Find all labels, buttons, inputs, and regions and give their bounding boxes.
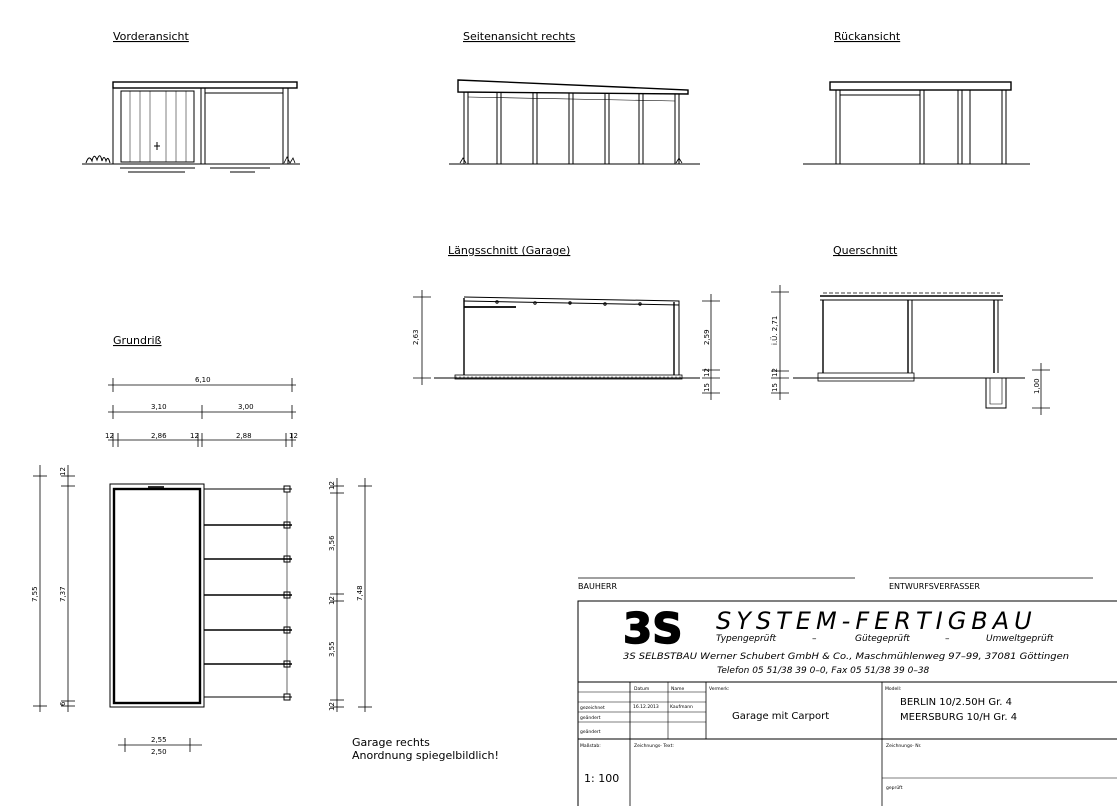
company-name: SYSTEM-FERTIGBAU — [716, 607, 1037, 635]
scale-label: Maßstab: — [580, 744, 601, 749]
title-side-view-right: Seitenansicht rechts — [463, 30, 576, 43]
dim-plan-left-inner: 7,37 — [59, 586, 67, 602]
side-view-drawing — [449, 80, 700, 164]
drawing-no-label: Zeichnungs- Nr. — [886, 744, 922, 749]
remark-text: Garage mit Carport — [732, 711, 830, 722]
drawn-date: 16.12.2013 — [633, 705, 659, 710]
col-remark-label: Vermerk: — [709, 687, 730, 692]
company-address: 3S SELBSTBAU Werner Schubert GmbH & Co., Maschmühlenweg 97–99, 37081 Göttingen — [623, 652, 1070, 662]
row-changed-label-2: geändert — [580, 730, 601, 735]
dim-plan-right-upper: 3,56 — [328, 535, 336, 551]
designer-label: ENTWURFSVERFASSER — [889, 582, 980, 591]
company-phone: Telefon 05 51/38 39 0–0, Fax 05 51/38 39 0–38 — [717, 666, 930, 676]
dim-long-section-base-b: 12 — [703, 368, 711, 377]
row-drawn-label: gezeichnet — [580, 706, 605, 711]
dim-plan-width-left: 3,10 — [151, 403, 167, 411]
model-line-2: MEERSBURG 10/H Gr. 4 — [900, 712, 1018, 723]
dim-long-section-base-a: 15 — [703, 383, 711, 392]
model-line-1: BERLIN 10/2.50H Gr. 4 — [900, 697, 1013, 708]
company-logo: 3S — [623, 604, 683, 653]
dim-foundation-depth: 1,00 — [1033, 378, 1041, 394]
drawing-text-label: Zeichnungs- Text: — [634, 744, 674, 749]
long-section-drawing — [413, 290, 720, 400]
dim-plan-total-width: 6,10 — [195, 376, 211, 384]
dim-plan-bottom-b: 2,50 — [151, 748, 167, 756]
front-view-drawing — [82, 82, 300, 172]
row-changed-label-1: geändert — [580, 716, 601, 721]
client-label: BAUHERR — [578, 582, 618, 591]
dim-plan-width-right: 3,00 — [238, 403, 254, 411]
dim-plan-inner-right: 2,88 — [236, 432, 252, 440]
col-date-label: Datum — [634, 687, 650, 692]
dim-plan-right-mid-wall: 12 — [328, 596, 336, 605]
dim-cross-section-base-a: 15 — [771, 383, 779, 392]
dim-plan-left-outer: 7,55 — [31, 586, 39, 602]
rear-view-drawing — [803, 82, 1030, 164]
title-front-view: Vorderansicht — [113, 30, 189, 43]
dim-cross-section-base-b: 12 — [771, 368, 779, 377]
dim-plan-left-bottom-wall: 6 — [59, 701, 67, 706]
title-rear-view: Rückansicht — [834, 30, 901, 43]
cross-section-drawing — [771, 285, 1050, 415]
dim-plan-right-total: 7,48 — [356, 585, 364, 601]
dim-long-section-right: 2,59 — [703, 329, 711, 345]
note-garage-right: Garage rechts — [352, 736, 430, 749]
dim-plan-wall-a: 12 — [105, 432, 114, 440]
dim-plan-right-bottom-wall: 12 — [328, 702, 336, 711]
checked-label: geprüft — [886, 786, 903, 791]
dim-plan-inner-left: 2,86 — [151, 432, 167, 440]
dim-plan-wall-b: 12 — [289, 432, 298, 440]
scale-value: 1: 100 — [584, 772, 620, 785]
dim-plan-left-top-wall: 12 — [59, 467, 67, 476]
dim-plan-right-top-wall: 12 — [328, 481, 336, 490]
title-long-section: Längsschnitt (Garage) — [448, 244, 571, 257]
note-mirror-arrangement: Anordnung spiegelbildlich! — [352, 749, 499, 762]
floor-plan-drawing — [110, 484, 292, 707]
slogan-separator-2: – — [945, 634, 950, 644]
slogan-separator-1: – — [812, 634, 817, 644]
slogan-eco-tested: Umweltgeprüft — [986, 634, 1054, 644]
dim-plan-wall-mid: 12 — [190, 432, 199, 440]
dim-long-section-left: 2,63 — [412, 329, 420, 345]
title-cross-section: Querschnitt — [833, 244, 898, 257]
slogan-type-tested: Typengeprüft — [716, 634, 777, 644]
dim-plan-bottom-a: 2,55 — [151, 736, 167, 744]
title-floor-plan: Grundriß — [113, 334, 162, 347]
drawn-name: Kaufmann — [670, 705, 693, 710]
col-name-label: Name — [671, 687, 685, 692]
col-model-label: Modell: — [885, 687, 902, 692]
slogan-quality-tested: Gütegeprüft — [855, 634, 910, 644]
floor-plan-dimension-lines — [33, 378, 372, 752]
dim-plan-right-lower: 3,55 — [328, 641, 336, 657]
dim-cross-section-height: i.Ü. 2,71 — [771, 315, 779, 345]
